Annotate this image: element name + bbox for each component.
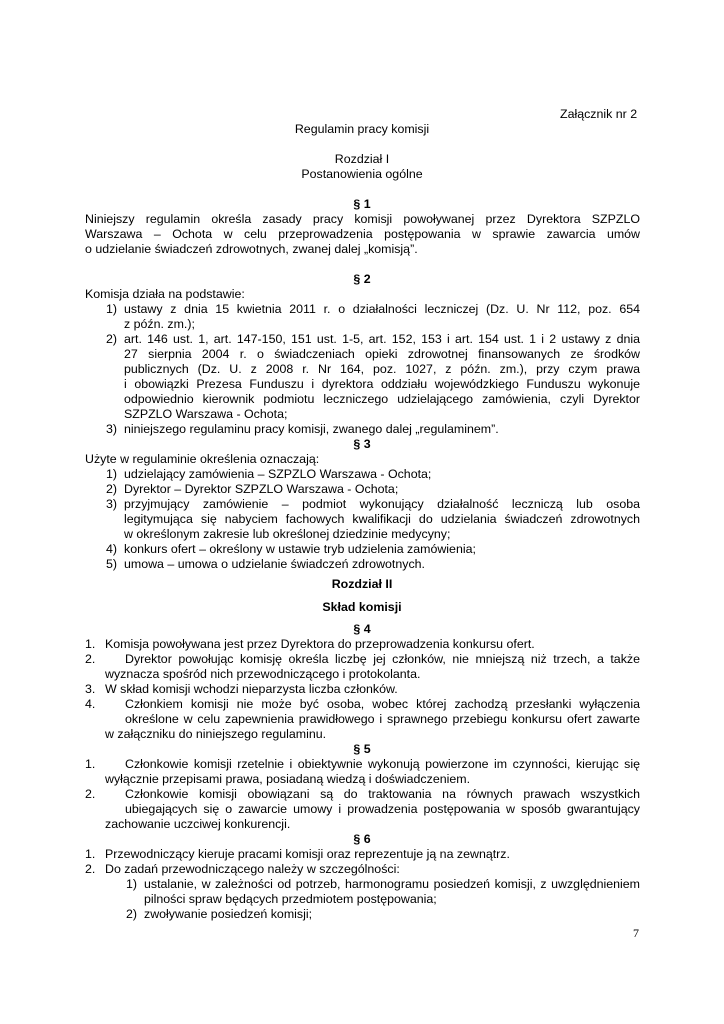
text-line: wyznacza spośród nich przewodniczącego i protokolanta. (105, 667, 421, 681)
text-line: Skład komisji (322, 600, 402, 614)
text-line: 2) (106, 332, 118, 346)
text-line: ustalanie, w zależności od potrzeb, harmonogramu posiedzeń komisji, z uwzględnieniem (144, 877, 640, 891)
text-line: o udzielanie świadczeń zdrowotnych, zwanej dalej „komisją”. (85, 242, 418, 256)
text-line: Regulamin pracy komisji (294, 122, 430, 136)
text-line: § 5 (353, 742, 371, 756)
text-line: wyłącznie przepisami prawa, posiadaną wiedzą i doświadczeniem. (105, 772, 471, 786)
text-line: Członkowie komisji obowiązani są do traktowania na równych prawach wszystkich (125, 787, 640, 801)
text-line: Komisja działa na podstawie: (85, 287, 245, 301)
text-line: 5) (106, 557, 118, 571)
text-line: 2. (85, 787, 96, 801)
text-line: 1. (85, 757, 96, 771)
text-line: Niniejszy regulamin określa zasady pracy komisji powoływanej przez Dyrektora SZPZLO (85, 212, 640, 226)
text-line: publicznych (Dz. U. z 2008 r. Nr 164, poz. 1027, z późn. zm.), przy czym prawa (124, 362, 640, 376)
text-line: 1) (106, 302, 118, 316)
text-line: 1) (126, 877, 138, 891)
text-line: pilności spraw będących przedmiotem postępowania; (144, 892, 437, 906)
text-line: 2. (85, 862, 96, 876)
text-line: w załączniku do niniejszego regulaminu. (105, 727, 327, 741)
text-line: ustawy z dnia 15 kwietnia 2011 r. o działalności leczniczej (Dz. U. Nr 112, poz. 654 (124, 302, 640, 316)
text-line: umowa – umowa o udzielanie świadczeń zdrowotnych. (124, 557, 425, 571)
text-line: 27 sierpnia 2004 r. o świadczeniach opieki zdrowotnej finansowanych ze środków (124, 347, 640, 361)
text-line: określone w celu zapewnienia prawidłowego i sprawnego przebiegu konkursu ofert zawarte (125, 712, 640, 726)
text-line: Postanowienia ogólne (301, 167, 423, 181)
text-line: Dyrektor powołując komisję określa liczbę jej członków, nie mniejszą niż trzech, a także (125, 652, 640, 666)
text-line: 4) (106, 542, 118, 556)
text-line: zachowanie uczciwej konkurencji. (105, 817, 291, 831)
text-line: 1. (85, 847, 96, 861)
text-line: Rozdział II (331, 577, 393, 591)
text-line: 2) (106, 482, 118, 496)
text-line: legitymująca się nabyciem fachowych kwalifikacji do udzielania świadczeń zdrowotnych (124, 512, 640, 526)
text-line: z późn. zm.); (124, 317, 195, 331)
text-line: 1. (85, 637, 96, 651)
text-line: Użyte w regulaminie określenia oznaczają: (85, 452, 320, 466)
text-line: § 2 (353, 272, 371, 286)
text-line: 3. (85, 682, 96, 696)
text-line: Przewodniczący kieruje pracami komisji oraz reprezentuje ją na zewnątrz. (105, 847, 510, 861)
text-line: konkurs ofert – określony w ustawie tryb udzielenia zamówienia; (124, 542, 476, 556)
text-line: Warszawa – Ochota w celu przeprowadzenia postępowania w sprawie zawarcia umów (85, 227, 640, 241)
text-line: udzielający zamówienia – SZPZLO Warszawa - Ochota; (124, 467, 432, 481)
text-line: Rozdział I (334, 152, 390, 166)
text-line: § 6 (353, 832, 371, 846)
text-line: W skład komisji wchodzi nieparzysta liczba członków. (105, 682, 398, 696)
text-line: Dyrektor – Dyrektor SZPZLO Warszawa - Ochota; (124, 482, 399, 496)
text-line: § 1 (353, 197, 371, 211)
text-line: § 4 (353, 622, 371, 636)
text-line: Załącznik nr 2 (560, 107, 638, 121)
text-line: 4. (85, 697, 96, 711)
text-line: Do zadań przewodniczącego należy w szczególności: (105, 862, 400, 876)
text-line: § 3 (353, 437, 371, 451)
text-line: ubiegających się o zawarcie umowy i prowadzenia postępowania w sposób gwarantujący (125, 802, 640, 816)
text-line: przyjmujący zamówienie – podmiot wykonujący działalność leczniczą lub osoba (124, 497, 640, 511)
text-line: odpowiednio kierownik podmiotu leczniczego udzielającego zamówienia, czyli Dyrektor (124, 392, 640, 406)
text-line: art. 146 ust. 1, art. 147-150, 151 ust. 1-5, art. 152, 153 i art. 154 ust. 1 i 2 ustawy z dnia (124, 332, 640, 346)
text-line: 2. (85, 652, 96, 666)
text-line: SZPZLO Warszawa - Ochota; (124, 407, 288, 421)
text-line: 3) (106, 497, 118, 511)
text-line: Członkiem komisji nie może być osoba, wobec której zachodzą przesłanki wyłączenia (125, 697, 640, 711)
text-line: Członkowie komisji rzetelnie i obiektywnie wykonują powierzone im czynności, kierując się (125, 757, 640, 771)
text-line: i obowiązki Prezesa Funduszu i dyrektora oddziału wojewódzkiego Funduszu wykonuje (124, 377, 640, 391)
text-line: niniejszego regulaminu pracy komisji, zwanego dalej „regulaminem”. (124, 422, 499, 436)
text-line: Komisja powoływana jest przez Dyrektora do przeprowadzenia konkursu ofert. (105, 637, 535, 651)
text-line: 1) (106, 467, 118, 481)
text-line: 2) (126, 907, 138, 921)
text-line: zwoływanie posiedzeń komisji; (144, 907, 313, 921)
text-line: w określonym zakresie lub określonej dziedzinie medycyny; (124, 527, 451, 541)
text-line: 3) (106, 422, 118, 436)
page-number: 7 (633, 926, 639, 940)
